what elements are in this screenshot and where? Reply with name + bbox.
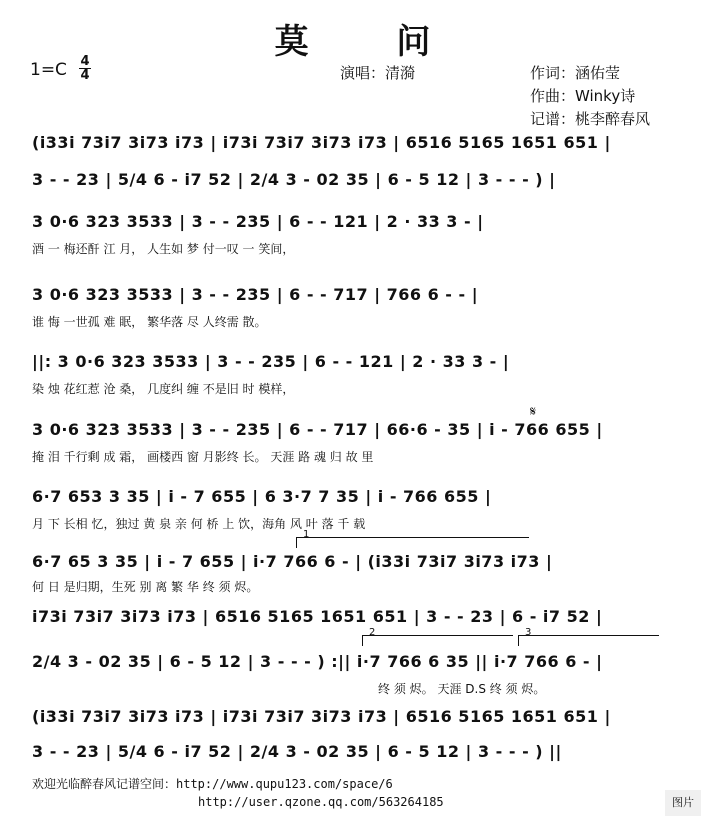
- singer-credit: 演唱：清漪: [340, 64, 416, 82]
- score-row-8-notes: 6·7 65 3 35 | i - 7 655 | i·7 766 6 - | (i33i 73i7 3i73 i73 |: [32, 552, 553, 571]
- footer-line-2: http://user.qzone.qq.com/563264185: [198, 795, 444, 809]
- transcriber-credit: 记谱：桃李醉春风: [530, 110, 651, 128]
- image-stamp: 图片: [665, 790, 701, 816]
- volta-1-bracket: [296, 529, 529, 548]
- score-row-7-notes: 6·7 653 3 35 | i - 7 655 | 6 3·7 7 35 | i - 766 655 |: [32, 487, 492, 506]
- score-row-4-notes: 3 0·6 323 3533 | 3 - - 235 | 6 - - 717 | 766 6 - - |: [32, 285, 479, 304]
- score-row-5-notes: ||: 3 0·6 323 3533 | 3 - - 235 | 6 - - 121 | 2 · 33 3 - |: [32, 352, 510, 371]
- lyricist-credit: 作词：涵佑莹: [530, 64, 621, 82]
- volta-3-bracket: [518, 627, 659, 646]
- score-row-5-lyrics: 染 烛 花红惹 沧 桑， 几度纠 缠 不是旧 时 模样，: [32, 382, 295, 396]
- score-row-2-notes: 3 - - 23 | 5/4 6 - i7 52 | 2/4 3 - 02 35 | 6 - 5 12 | 3 - - - ) |: [32, 170, 556, 189]
- score-row-3-lyrics: 酒 一 梅还酐 江 月， 人生如 梦 付一叹 一 笑间，: [32, 242, 295, 256]
- segno-sign: 𝄋: [530, 404, 537, 420]
- score-row-7-lyrics: 月 下 长相 忆，独过 黄 泉 亲 何 桥 上 饮，海角 风 叶 落 千 载: [32, 517, 366, 531]
- score-row-11-notes: (i33i 73i7 3i73 i73 | i73i 73i7 3i73 i73 | 6516 5165 1651 651 |: [32, 707, 611, 726]
- volta-3-number: 3: [525, 627, 532, 638]
- meter-top: 4: [80, 54, 90, 69]
- score-row-3-notes: 3 0·6 323 3533 | 3 - - 235 | 6 - - 121 | 2 · 33 3 - |: [32, 212, 484, 231]
- score-row-8-lyrics: 何 日 是归期，生死 别 离 繁 华 终 须 烬。: [32, 580, 259, 594]
- score-row-9-notes: i73i 73i7 3i73 i73 | 6516 5165 1651 651 | 3 - - 23 | 6 - i7 52 |: [32, 607, 603, 626]
- composer-credit: 作曲：Winky诗: [530, 87, 636, 105]
- volta-2-number: 2: [369, 627, 376, 638]
- score-row-4-lyrics: 谁 悔 一世孤 难 眠， 繁华落 尽 人终需 散。: [32, 315, 267, 329]
- song-title: 莫 问: [274, 22, 469, 62]
- footer-line-1: 欢迎光临醉春风记谱空间：http://www.qupu123.com/space/6: [32, 777, 393, 791]
- time-signature: [78, 55, 92, 82]
- meter-bottom: 4: [80, 68, 90, 83]
- score-row-1-notes: (i33i 73i7 3i73 i73 | i73i 73i7 3i73 i73 | 6516 5165 1651 651 |: [32, 133, 611, 152]
- score-row-10-notes: 2/4 3 - 02 35 | 6 - 5 12 | 3 - - - ) :|| i·7 766 6 35 || i·7 766 6 - |: [32, 652, 603, 671]
- volta-2-bracket: [362, 627, 513, 646]
- key-signature: 1=C: [30, 60, 67, 80]
- score-row-12-notes: 3 - - 23 | 5/4 6 - i7 52 | 2/4 3 - 02 35 | 6 - 5 12 | 3 - - - ) ||: [32, 742, 562, 761]
- score-row-10-lyrics: 终 须 烬。 天涯 D.S 终 须 烬。: [378, 682, 546, 696]
- score-row-6-notes: 3 0·6 323 3533 | 3 - - 235 | 6 - - 717 | 66·6 - 35 | i - 766 655 |: [32, 420, 603, 439]
- volta-1-number: 1: [303, 529, 310, 540]
- score-row-6-lyrics: 掩 泪 千行剩 成 霜， 画楼西 窗 月影终 长。 天涯 路 魂 归 故 里: [32, 450, 374, 464]
